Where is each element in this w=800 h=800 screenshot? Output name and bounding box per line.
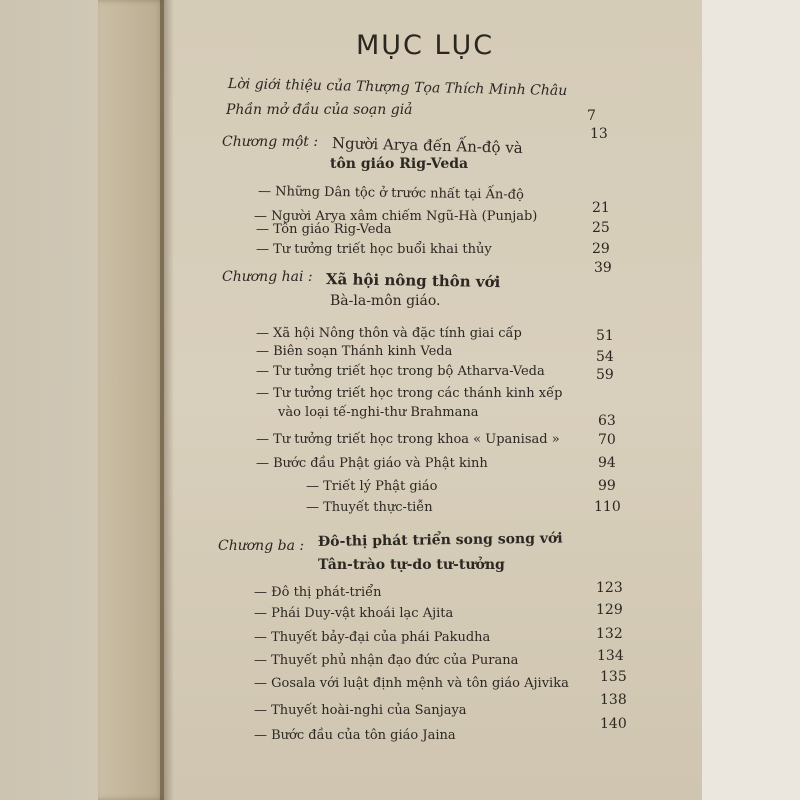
toc-page-number: 29 xyxy=(592,241,610,257)
page-title: MỤC LỤC xyxy=(356,30,495,61)
toc-entry: — Triết lý Phật giáo xyxy=(306,479,438,494)
toc-page-number: 59 xyxy=(596,367,614,383)
toc-entry: — Người Arya xâm chiếm Ngũ-Hà (Punjab) xyxy=(254,209,538,224)
toc-entry: — Biên soạn Thánh kinh Veda xyxy=(256,344,453,359)
chapter-2-heading-line1: Xã hội nông thôn với xyxy=(325,270,501,292)
chapter-3-label: Chương ba : xyxy=(218,538,305,554)
toc-entry: — Phái Duy-vật khoái lạc Ajita xyxy=(254,606,454,621)
chapter-2-label: Chương hai : xyxy=(222,269,313,285)
chapter-3-heading-line2: Tân-trào tự-do tư-tưởng xyxy=(318,557,505,573)
toc-page-number: 140 xyxy=(600,716,627,732)
toc-entry: — Tư tưởng triết học trong các thánh kinh xếp xyxy=(256,386,563,401)
toc-page-number: 135 xyxy=(600,669,627,685)
toc-page-number: 51 xyxy=(596,328,614,344)
toc-entry: — Tư tưởng triết học buổi khai thủy xyxy=(256,242,492,257)
toc-page-number: 138 xyxy=(600,692,627,708)
toc-entry: — Thuyết thực-tiễn xyxy=(306,500,433,515)
chapter-1-heading-line1: Người Arya đến Ấn-độ và xyxy=(331,134,523,157)
chapter-3-heading-line1: Đô-thị phát triển song song với xyxy=(317,530,563,550)
spine-shadow xyxy=(160,0,174,800)
toc-page-number: 25 xyxy=(592,220,610,236)
toc-page-number: 99 xyxy=(598,478,616,494)
chapter-2-page: 39 xyxy=(594,260,612,276)
toc-entry: vào loại tế-nghi-thư Brahmana xyxy=(278,405,479,420)
toc-page-number: 123 xyxy=(596,580,623,596)
toc-entry: — Bước đầu Phật giáo và Phật kinh xyxy=(256,456,488,471)
toc-entry: — Xã hội Nông thôn và đặc tính giai cấp xyxy=(256,326,522,341)
chapter-1-heading-line2: tôn giáo Rig-Veda xyxy=(330,156,469,172)
toc-page-number: 54 xyxy=(596,349,614,365)
toc-entry: — Những Dân tộc ở trước nhất tại Ấn-độ xyxy=(257,184,524,203)
toc-entry: — Bước đầu của tôn giáo Jaina xyxy=(254,728,456,743)
toc-entry: — Đô thị phát-triển xyxy=(254,585,382,600)
toc-page-number: 94 xyxy=(598,455,616,471)
right-margin xyxy=(702,0,800,800)
toc-entry: — Thuyết hoài-nghi của Sanjaya xyxy=(254,703,467,718)
chapter-2-heading-line2: Bà-la-môn giáo. xyxy=(330,293,441,309)
toc-page-number: 63 xyxy=(598,413,616,429)
left-page-edge xyxy=(98,0,164,800)
toc-page-number: 110 xyxy=(594,499,621,515)
toc-entry: — Tôn giáo Rig-Veda xyxy=(256,222,392,237)
toc-page-number: 132 xyxy=(596,626,623,642)
toc-intro-foreword: Lời giới thiệu của Thượng Tọa Thích Minh Châu xyxy=(227,76,568,100)
toc-entry: — Tư tưởng triết học trong khoa « Upanisad » xyxy=(256,432,560,447)
toc-entry: — Thuyết bảy-đại của phái Pakudha xyxy=(254,630,491,645)
toc-entry: — Thuyết phủ nhận đạo đức của Purana xyxy=(254,653,519,668)
toc-page-number: 70 xyxy=(598,432,616,448)
toc-page-number: 21 xyxy=(592,200,610,216)
toc-entry: — Gosala với luật định mệnh và tôn giáo Ajivika xyxy=(254,676,569,691)
chapter-1-label: Chương một : xyxy=(222,134,319,150)
toc-page-number: 7 xyxy=(587,108,596,124)
chapter-1-page: 13 xyxy=(590,126,608,142)
toc-intro-preface: Phần mở đầu của soạn giả xyxy=(226,102,413,118)
toc-entry: — Tư tưởng triết học trong bộ Atharva-Veda xyxy=(256,364,545,379)
toc-page-number: 129 xyxy=(596,602,623,618)
toc-page-number: 134 xyxy=(597,648,624,664)
